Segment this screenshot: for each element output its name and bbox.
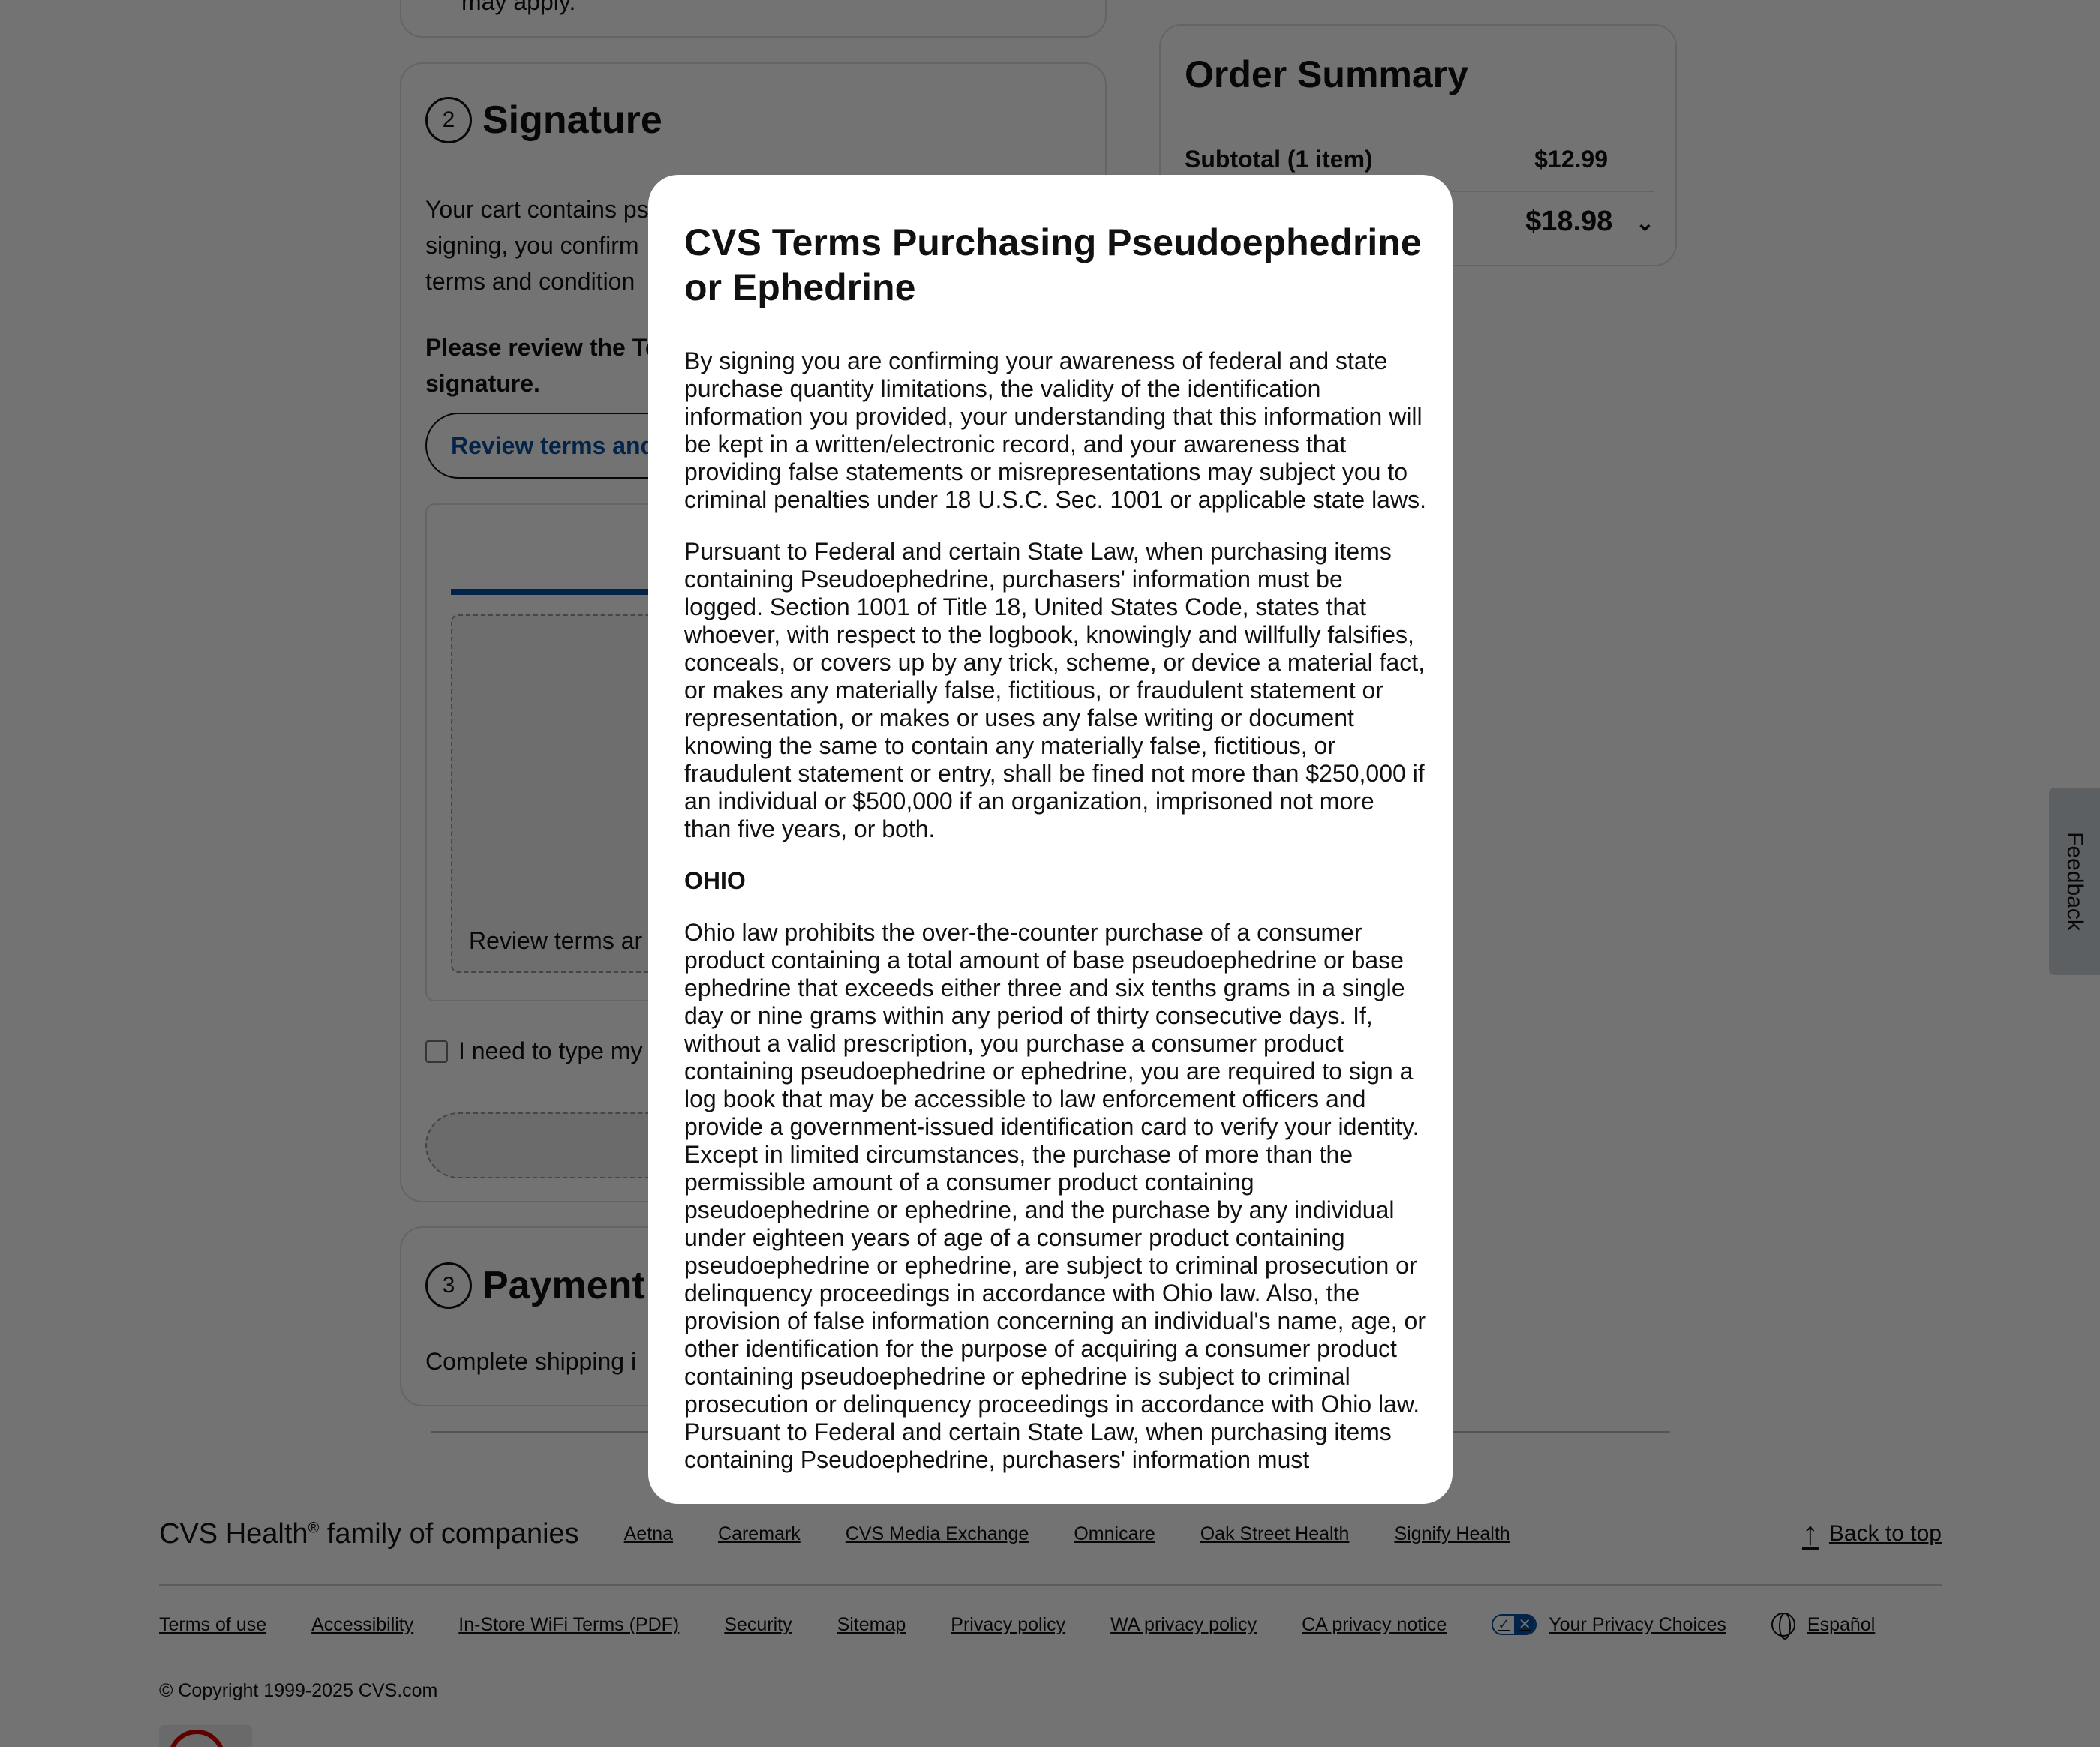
terms-paragraph-1: By signing you are confirming your awareness of federal and state purchase quantity limitations, the validity of the identification information you provided, your understanding that this information will be kept in a written/electronic record, and your awareness that providing false statements or misrepresentations may subject you to criminal penalties under 18 U.S.C. Sec. 1001 or applicable state laws. <box>684 347 1426 513</box>
terms-paragraph-2: Pursuant to Federal and certain State Law, when purchasing items containing Pseudoephedrine, purchasers' information must be logged. Section 1001 of Title 18, United States Code, states that whoever, with respect to the logbook, knowingly and willfully falsifies, conceals, or covers up by any trick, scheme, or device a material fact, or makes any materially false, fictitious, or fraudulent statement or representation, or makes or uses any false writing or document knowing the same to contain any materially false, fictitious, or fraudulent statement or entry, shall be fined not more than $250,000 if an individual or $500,000 if an organization, imprisoned not more than five years, or both. <box>684 538 1426 842</box>
terms-paragraph-3: Ohio law prohibits the over-the-counter purchase of a consumer product containing a total amount of base pseudoephedrine or base ephedrine that exceeds either three and six tenths grams in a single day or nine grams within any period of thirty consecutive days. If, without a valid prescription, you purchase a consumer product containing pseudoephedrine or ephedrine, you are required to sign a log book that may be accessible to law enforcement officers and provide a government-issued identification card to verify your identity. Except in limited circumstances, the purchase of more than the permissible amount of a consumer product containing pseudoephedrine or ephedrine, and the purchase by any individual under eighteen years of age of a consumer product containing pseudoephedrine or ephedrine, are subject to criminal prosecution or delinquency proceedings in accordance with Ohio law. Also, the provision of false information concerning an individual's name, age, or other identification for the purpose of acquiring a consumer product containing pseudoephedrine or ephedrine is subject to criminal prosecution or delinquency proceedings in accordance with Ohio law. Pursuant to Federal and certain State Law, when purchasing items containing Pseudoephedrine, purchasers' information must <box>684 919 1426 1473</box>
terms-modal-content <box>684 220 1427 1498</box>
terms-modal-title: CVS Terms Purchasing Pseudoephedrine or Ephedrine <box>684 221 1422 308</box>
terms-heading-ohio: OHIO <box>684 867 746 894</box>
terms-modal <box>648 175 1453 1504</box>
